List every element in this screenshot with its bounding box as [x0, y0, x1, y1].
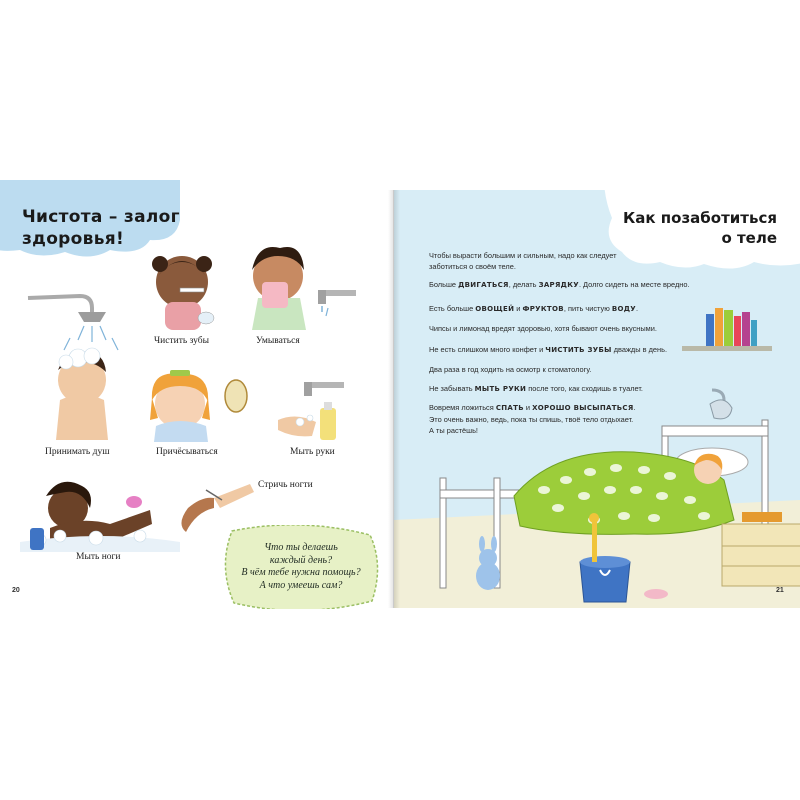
p3-highlight-fruits: ФРУКТОВ	[522, 305, 564, 313]
book-fold	[388, 190, 400, 608]
p2-highlight-move: ДВИГАТЬСЯ	[458, 281, 509, 289]
p8-text-c: .	[633, 403, 636, 412]
p7-text-a: Не забывать	[429, 384, 475, 393]
caption-brush-teeth: Чистить зубы	[154, 336, 209, 346]
shower-illustration	[28, 296, 118, 440]
bubble-line-1: Что ты делаешь	[264, 542, 338, 553]
p8-text-b: и	[523, 403, 533, 412]
caption-cut-nails: Стричь ногти	[258, 480, 313, 490]
p5-text-b: дважды в день.	[611, 345, 668, 354]
page-number-left: 20	[12, 587, 20, 594]
bedroom-illustration	[394, 190, 800, 608]
p3-text-a: Есть больше	[429, 304, 476, 313]
p7-highlight-wash-hands: МЫТЬ РУКИ	[474, 385, 527, 393]
p3-highlight-water: ВОДУ	[611, 305, 636, 313]
caption-wash-face: Умываться	[256, 336, 300, 346]
p2-highlight-exercise: ЗАРЯДКУ	[538, 281, 579, 289]
comb-hair-illustration	[150, 370, 247, 442]
paragraph-1: Чтобы вырасти большим и сильным, надо как следует заботиться о своём теле.	[429, 251, 617, 271]
wash-feet-illustration	[20, 482, 180, 552]
p2-text-c: . Долго сидеть на месте вредно.	[578, 280, 690, 289]
bubble-line-3: В чём тебе нужна помощь?	[241, 567, 361, 578]
question-bubble-text	[236, 542, 366, 592]
right-page	[394, 190, 800, 608]
bubble-line-2: каждый день?	[269, 554, 333, 566]
p3-text-d: .	[635, 304, 639, 313]
brush-teeth-illustration	[152, 256, 214, 330]
wash-hands-illustration	[278, 382, 344, 440]
paragraph-6: Два раза в год ходить на осмотр к стоматологу.	[429, 365, 592, 374]
slippers-illustration	[644, 589, 668, 599]
faucet-illustration	[318, 290, 356, 316]
bubble-line-4: А что умеешь сам?	[259, 579, 343, 591]
title-right-line1: Как позаботиться	[623, 209, 777, 227]
p8-highlight-sleep-well: ХОРОШО ВЫСЫПАТЬСЯ	[532, 404, 634, 412]
p8-line2: Это очень важно, ведь, пока ты спишь, твоё тело отдыхает.	[429, 415, 634, 424]
p3-text-b: и	[514, 304, 523, 313]
p7-text-b: после того, как сходишь в туалет.	[526, 384, 643, 393]
p3-highlight-vegetables: ОВОЩЕЙ	[475, 305, 515, 313]
caption-wash-hands: Мыть руки	[290, 447, 335, 457]
p2-text-b: , делать	[508, 280, 539, 289]
wall-lamp-illustration	[710, 390, 732, 419]
title-left-line2: здоровья!	[22, 229, 125, 249]
title-right-line2: о теле	[721, 229, 777, 247]
page-number-right: 21	[776, 587, 784, 594]
p5-text-a: Не есть слишком много конфет и	[429, 345, 546, 354]
caption-comb-hair: Причёсываться	[156, 447, 218, 457]
wash-face-illustration	[252, 247, 306, 330]
bookshelf-illustration	[682, 308, 772, 351]
p8-text-a: Вовремя ложиться	[429, 403, 496, 412]
p2-text-a: Больше	[429, 280, 459, 289]
caption-shower: Принимать душ	[45, 447, 110, 457]
p5-highlight-brush-teeth: ЧИСТИТЬ ЗУБЫ	[545, 346, 612, 354]
paragraph-4: Чипсы и лимонад вредят здоровью, хотя бывают очень вкусными.	[429, 324, 657, 333]
caption-wash-feet: Мыть ноги	[76, 552, 121, 562]
left-page	[0, 190, 394, 608]
p8-highlight-sleep: СПАТЬ	[495, 404, 524, 412]
p3-text-c: , пить чистую	[563, 304, 612, 313]
book-spread	[0, 190, 800, 608]
p8-line3: А ты растёшь!	[429, 426, 478, 435]
title-left-line1: Чистота – залог	[22, 207, 180, 227]
